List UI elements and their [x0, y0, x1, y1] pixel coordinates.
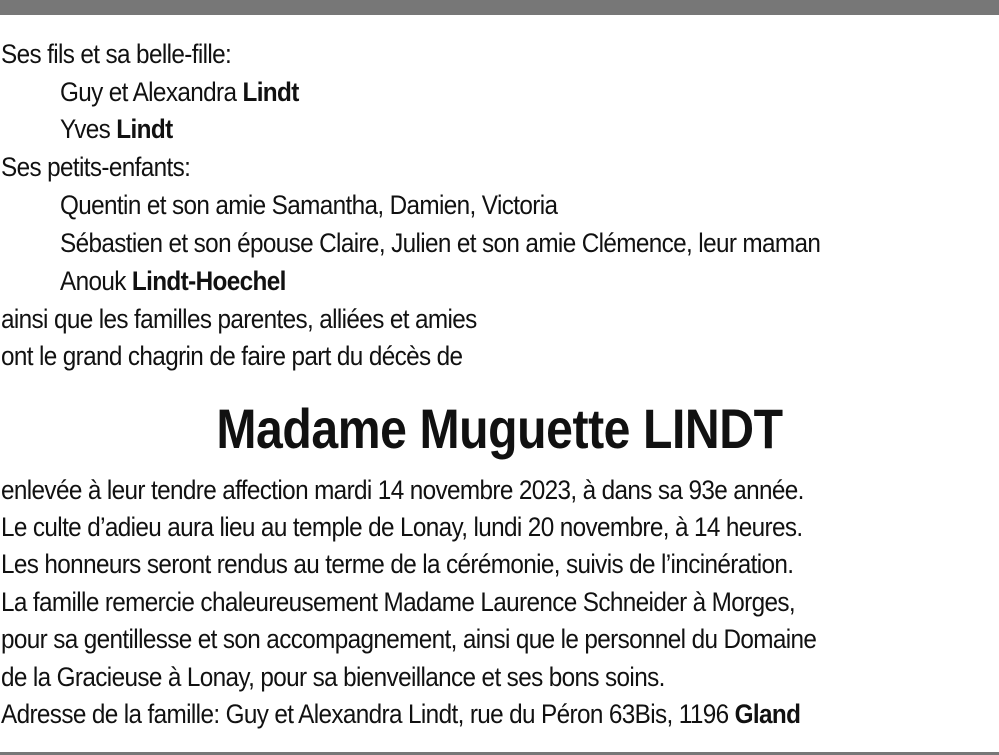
top-border-bar: [0, 0, 999, 15]
deceased-name: Madame Muguette LINDT: [216, 397, 783, 460]
son1-surname: Lindt: [242, 77, 299, 107]
details-line-5: pour sa gentillesse et son accompagnement, ainsi que le personnel du Domaine: [1, 624, 817, 654]
details-line-1: enlevée à leur tendre affection mardi 14 novembre 2023, à dans sa 93e année.: [1, 475, 804, 505]
son2-given-name: Yves: [60, 114, 111, 144]
grandchildren-line-1: Quentin et son amie Samantha, Damien, Victoria: [60, 190, 558, 220]
address-city: Gland: [734, 699, 801, 729]
grandchild-surname: Lindt-Hoechel: [131, 266, 286, 296]
son-line-2: [60, 111, 173, 148]
details-line-3: Les honneurs seront rendus au terme de la cérémonie, suivis de l’incinération.: [1, 549, 794, 579]
details-line-4: La famille remercie chaleureusement Madame Laurence Schneider à Morges,: [1, 587, 796, 617]
address-prefix: Adresse de la famille: Guy et Alexandra Lindt, rue du Péron 63Bis, 1196: [1, 699, 729, 729]
son-line-1: [60, 74, 299, 111]
grandchild-given-name: Anouk: [60, 266, 126, 296]
details-line-2: Le culte d’adieu aura lieu au temple de Lonay, lundi 20 novembre, à 14 heures.: [1, 512, 803, 542]
grandchildren-heading: Ses petits-enfants:: [1, 152, 191, 182]
sons-heading: Ses fils et sa belle-fille:: [1, 39, 232, 69]
grandchildren-line-3: [60, 263, 286, 300]
son2-surname: Lindt: [116, 114, 173, 144]
details-line-6: de la Gracieuse à Lonay, pour sa bienveillance et ses bons soins.: [1, 662, 665, 692]
son1-given-names: Guy et Alexandra: [60, 77, 237, 107]
relatives-line: ainsi que les familles parentes, alliées et amies: [1, 304, 477, 334]
grandchildren-line-2: Sébastien et son épouse Claire, Julien et son amie Clémence, leur maman: [60, 228, 821, 258]
family-address: [1, 696, 800, 733]
announcement-line: ont le grand chagrin de faire part du décès de: [1, 341, 463, 371]
